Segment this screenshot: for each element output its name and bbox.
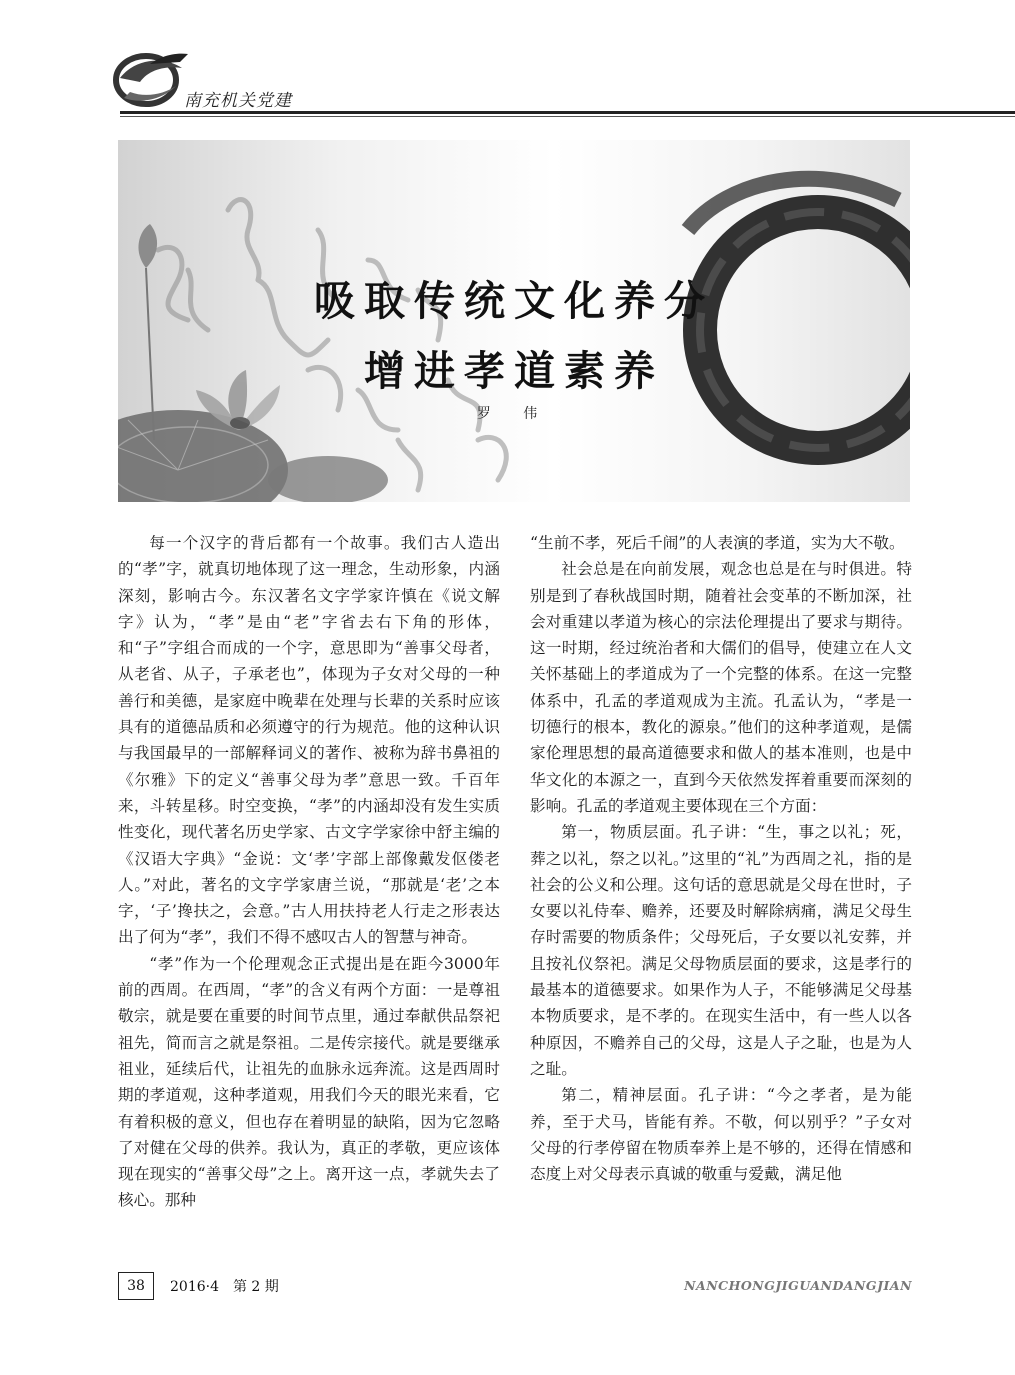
page-header	[0, 0, 1015, 130]
article-author: 罗 伟	[476, 406, 552, 422]
article-banner	[118, 140, 910, 502]
left-column	[118, 530, 500, 1214]
article-title-line-1: 吸取传统文化养分	[314, 277, 714, 325]
magazine-title: 南充机关党建	[184, 91, 292, 111]
paragraph-continuation: “生前不孝，死后千闹”的人表演的孝道，实为大不敬。	[530, 534, 905, 552]
issue-info: 2016·4 第 2 期	[170, 1279, 279, 1295]
fish-swirl-logo-icon	[110, 38, 190, 118]
magazine-name-english: NANCHONGJIGUANDANGJIAN	[684, 1278, 912, 1293]
header-rule-thin	[120, 116, 1015, 117]
paragraph: 每一个汉字的背后都有一个故事。我们古人造出的“孝”字，就真切地体现了这一理念，生动形象，内涵深刻，影响古今。东汉著名文字学家许慎在《说文解字》认为，“孝”是由“老”字省去右下角的形体，和“子”字组合而成的一个字，意思即为“善事父母者，从老省、从子，子承老也”，体现为子女对父母的一种善行和美德，是家庭中晚辈在处理与长辈的关系时应该具有的道德品质和必须遵守的行为规范。他的这种认识与我国最早的一部解释词义的著作、被称为辞书鼻祖的《尔雅》下的定义“善事父母为孝”意思一致。千百年来，斗转星移。时空变换，“孝”的内涵却没有发生实质性变化，现代著名历史学家、古文字学家徐中舒主编的《汉语大字典》“金说：文‘孝’字部上部像戴发伛偻老人。”对此，著名的文字学家唐兰说，“那就是‘老’之本字，‘子’搀扶之，会意。”古人用扶持老人行走之形表达出了何为“孝”，我们不得不感叹古人的智慧与神奇。	[118, 534, 500, 947]
header-rule	[120, 111, 1015, 114]
article-title-line-2: 增进孝道素养	[364, 347, 664, 395]
right-column	[530, 530, 912, 1187]
paragraph: 社会总是在向前发展，观念也总是在与时俱进。特别是到了春秋战国时期，随着社会变革的不断加深，社会对重建以孝道为核心的宗法伦理提出了要求与期待。这一时期，经过统治者和大儒们的倡导，使建立在人文关怀基础上的孝道成为了一个完整的体系。在这一完整体系中，孔孟的孝道观成为主流。孔孟认为，“孝是一切德行的根本，教化的源泉。”他们的这种孝道观，是儒家伦理思想的最高道德要求和做人的基本准则，也是中华文化的本源之一，直到今天依然发挥着重要而深刻的影响。孔孟的孝道观主要体现在三个方面：	[530, 560, 912, 815]
paragraph: 第一，物质层面。孔子讲：“生，事之以礼；死，葬之以礼，祭之以礼。”这里的“礼”为西周之礼，指的是社会的公义和公理。这句话的意思就是父母在世时，子女要以礼侍奉、赡养，还要及时解除病痛，满足父母生存时需要的物质条件；父母死后，子女要以礼安葬，并且按礼仪祭祀。满足父母物质层面的要求，这是孝行的最基本的道德要求。如果作为人子，不能够满足父母基本物质要求，是不孝的。在现实生活中，有一些人以各种原因，不赡养自己的父母，这是人子之耻，也是为人之耻。	[530, 823, 912, 1078]
paragraph: 第二，精神层面。孔子讲：“今之孝者，是为能养，至于犬马，皆能有养。不敬，何以别乎？”子女对父母的行孝停留在物质奉养上是不够的，还得在情感和态度上对父母表示真诚的敬重与爱戴，满足他	[530, 1086, 912, 1184]
page-number: 38	[118, 1272, 154, 1300]
paragraph: “孝”作为一个伦理观念正式提出是在距今3000年前的西周。在西周，“孝”的含义有两个方面：一是尊祖敬宗，就是要在重要的时间节点里，通过奉献供品祭祀祖先，简而言之就是祭祖。二是传宗接代。就是要继承祖业，延续后代，让祖先的血脉永远奔流。这是西周时期的孝道观，这种孝道观，用我们今天的眼光来看，它有着积极的意义，但也存在着明显的缺陷，因为它忽略了对健在父母的供养。我认为，真正的孝敬，更应该体现在现实的“善事父母”之上。离开这一点，孝就失去了核心。那种	[118, 954, 500, 1210]
